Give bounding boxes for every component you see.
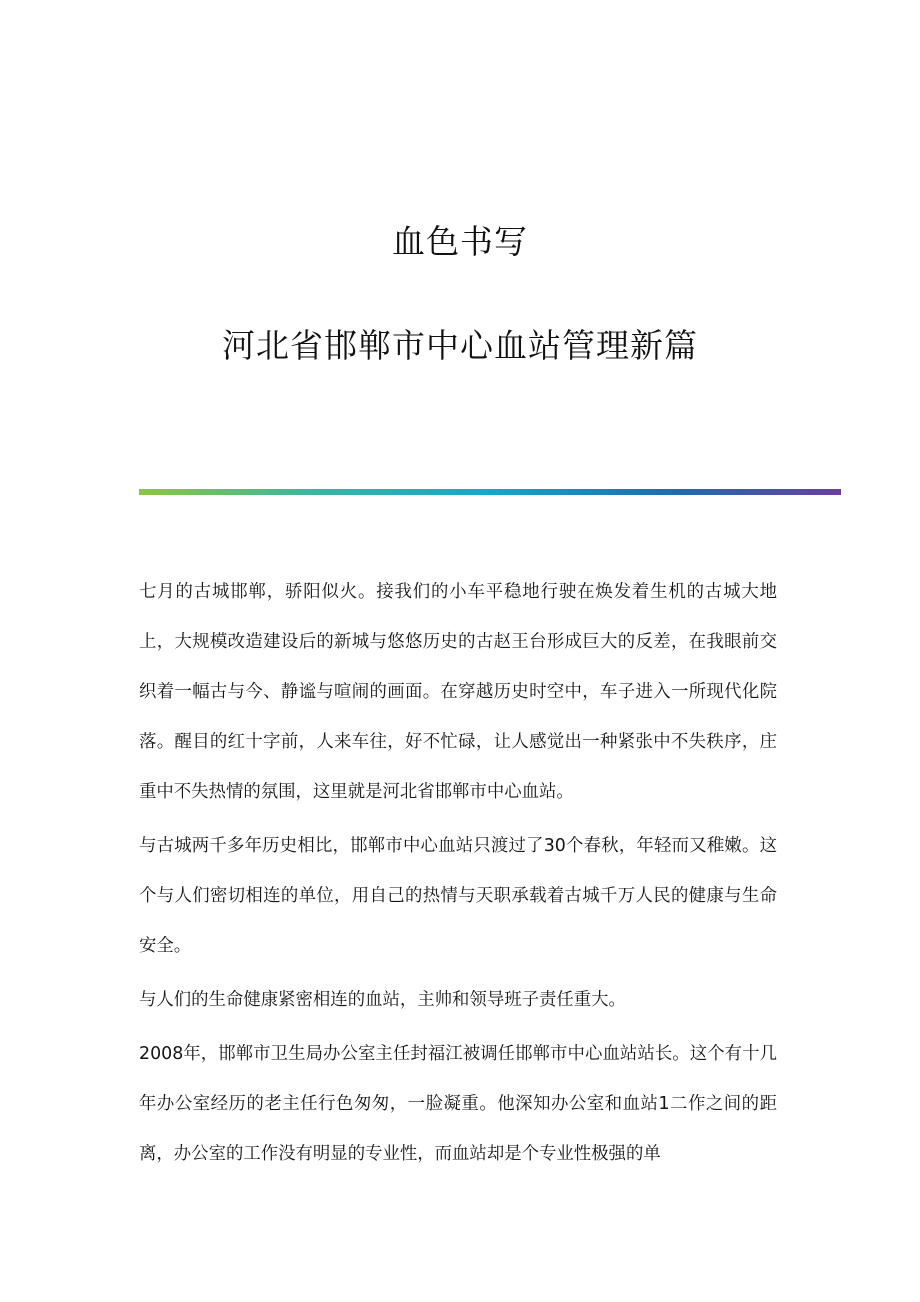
article-body — [139, 567, 777, 1183]
paragraph: 与古城两千多年历史相比，邯郸市中心血站只渡过了30个春秋，年轻而又稚嫩。这个与人们密切相连的单位，用自己的热情与天职承载着古城千万人民的健康与生命安全。 — [139, 836, 777, 956]
document-subtitle: 河北省邯郸市中心血站管理新篇 — [222, 326, 698, 365]
paragraph: 2008年，邯郸市卫生局办公室主任封福江被调任邯郸市中心血站站长。这个有十几年办公室经历的老主任行色匆匆，一脸凝重。他深知办公室和血站1二作之间的距离，办公室的工作没有明显的专业性，而血站却是个专业性极强的单 — [139, 1044, 777, 1164]
paragraph: 与人们的生命健康紧密相连的血站，主帅和领导班子责任重大。 — [139, 990, 626, 1010]
paragraph: 七月的古城邯郸，骄阳似火。接我们的小车平稳地行驶在焕发着生机的古城大地上，大规模改造建设后的新城与悠悠历史的古赵王台形成巨大的反差，在我眼前交织着一幅古与今、静谧与喧闹的画面。在穿越历史时空中，车子进入一所现代化院落。醒目的红十字前，人来车往，好不忙碌，让人感觉出一种紧张中不失秩序，庄重中不失热情的氛围，这里就是河北省邯郸市中心血站。 — [139, 582, 777, 802]
gradient-divider — [139, 489, 841, 495]
document-title: 血色书写 — [392, 222, 528, 261]
